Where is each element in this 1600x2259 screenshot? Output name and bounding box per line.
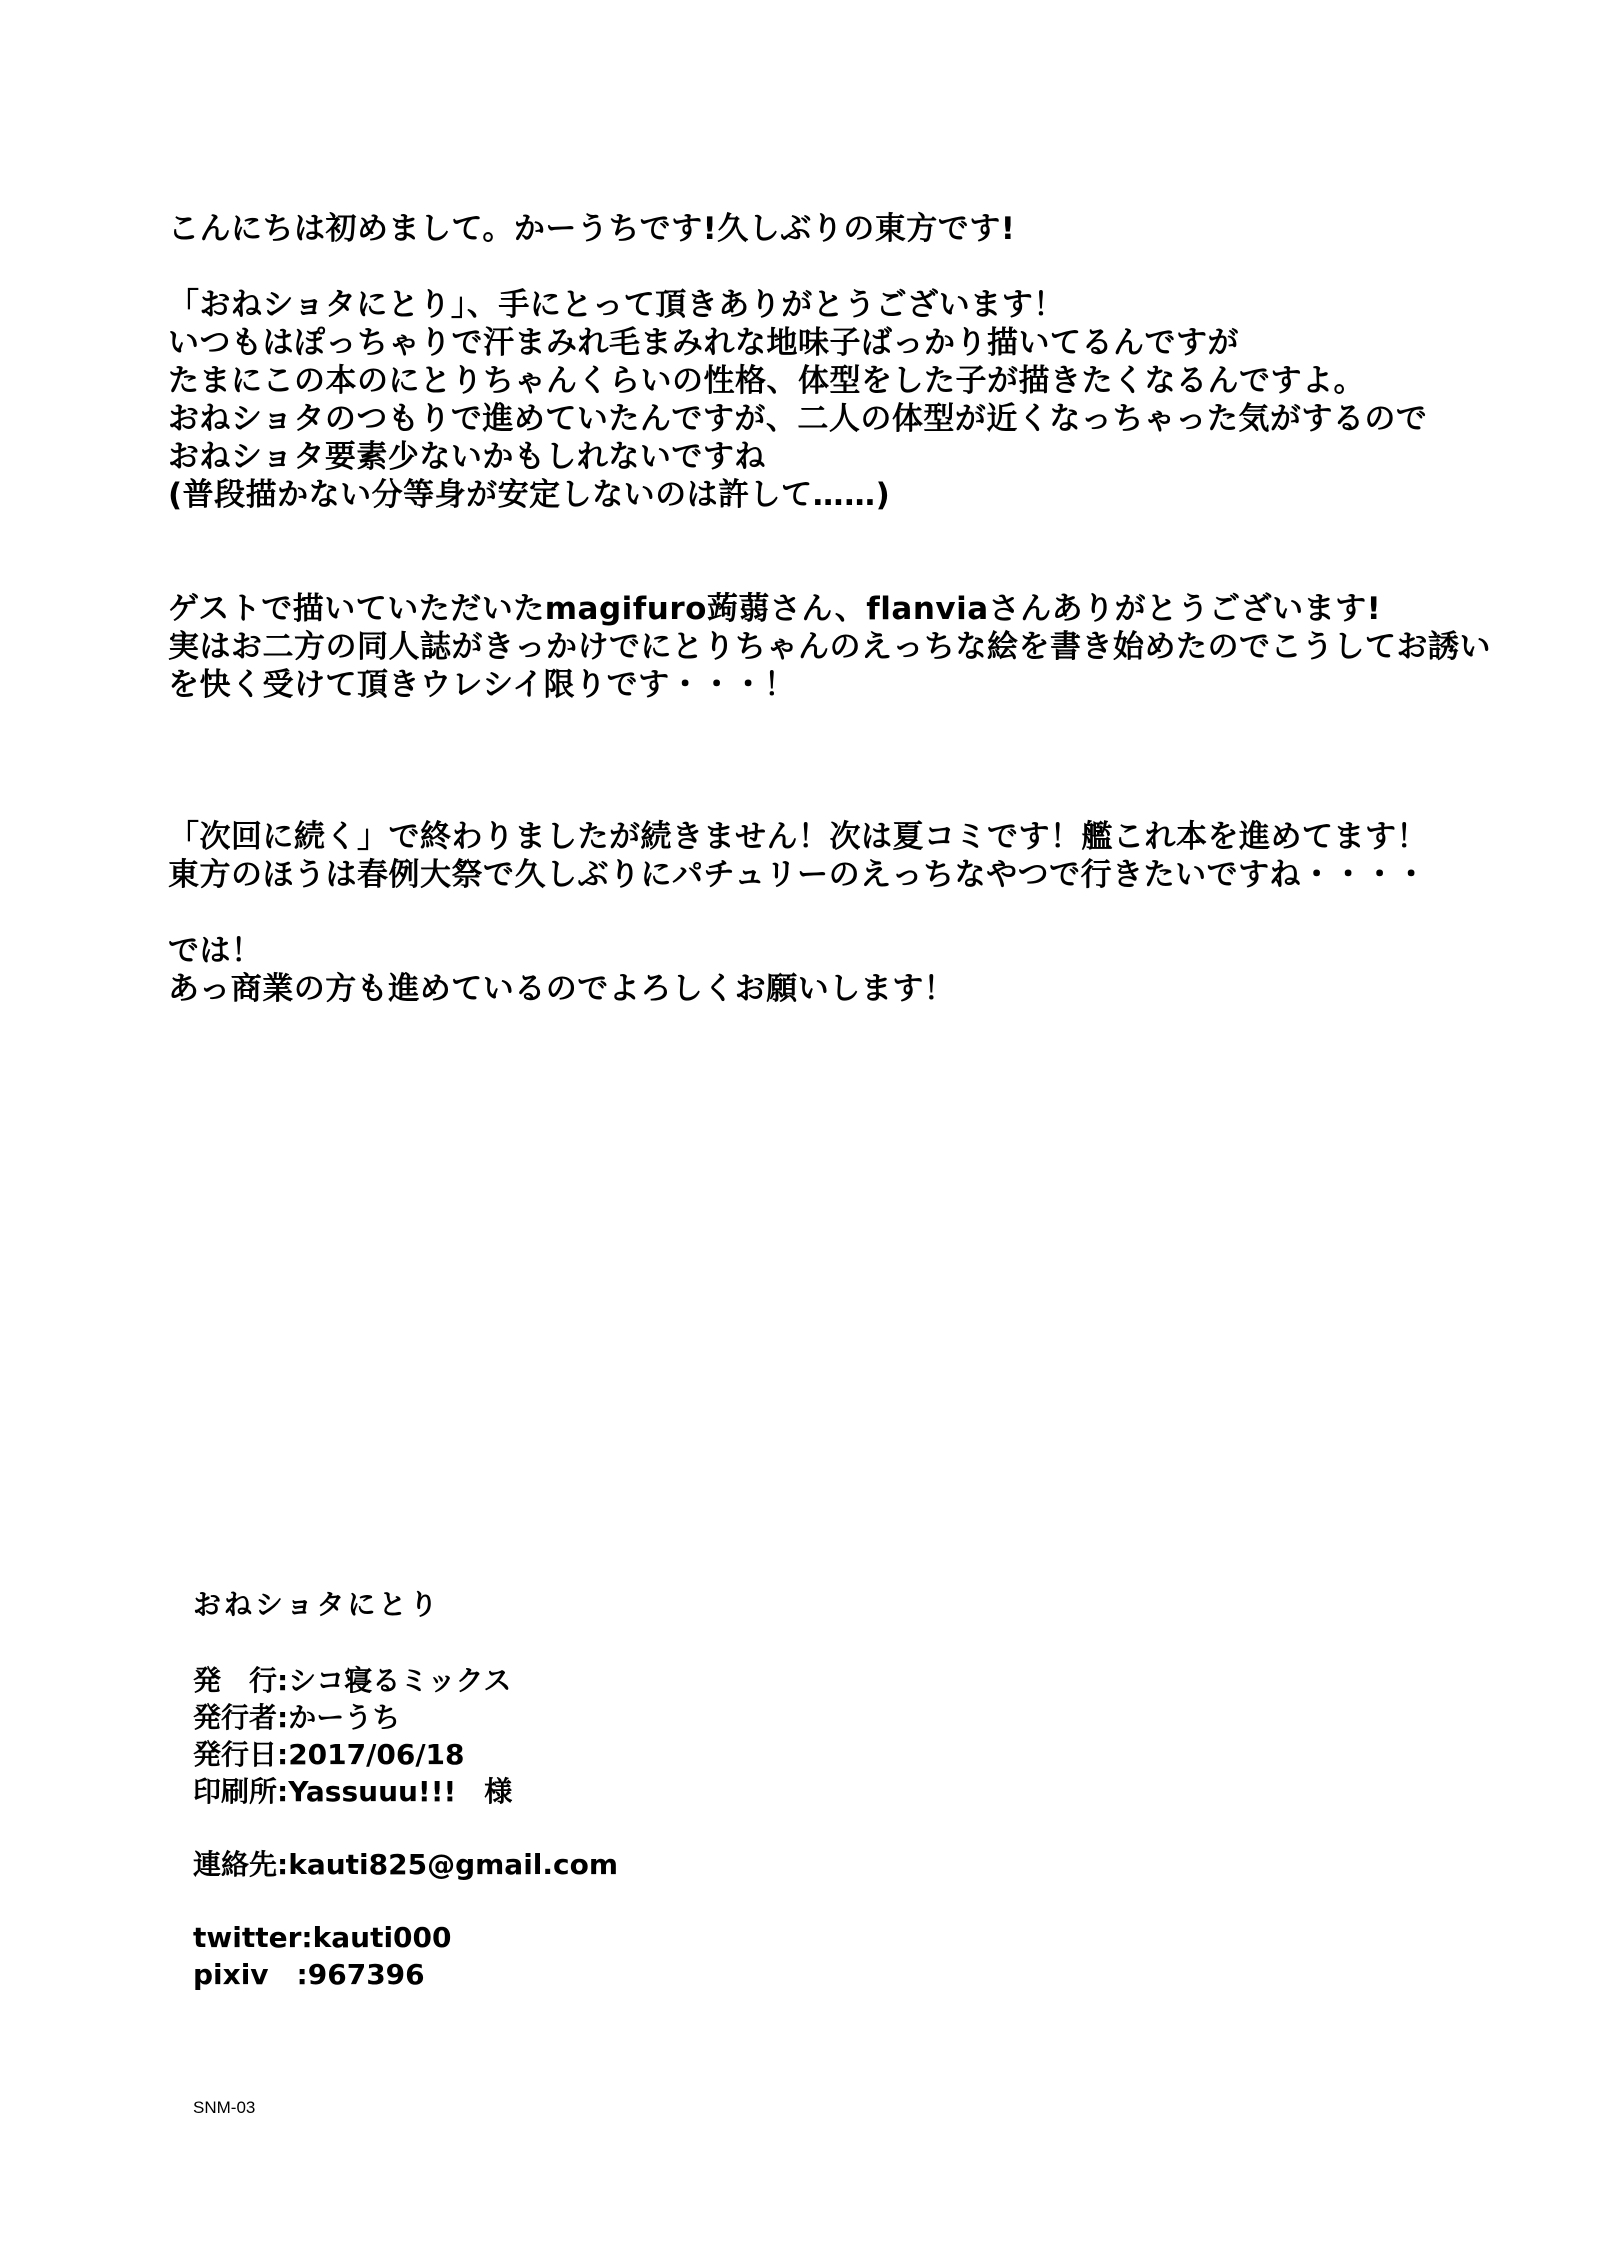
text-line: (普段描かない分等身が安定しないのは許して……) (168, 477, 891, 513)
afterword-paragraph-greeting (168, 210, 1478, 248)
text-line: 東方のほうは春例大祭で久しぶりにパチュリーのえっちなやつで行きたいですね・・・・ (168, 857, 1428, 893)
text-line: たまにこの本のにとりちゃんくらいの性格、体型をした子が描きたくなるんですよ。 (168, 363, 1365, 399)
text-line: 「次回に続く」で終わりましたが続きません！次は夏コミです！艦これ本を進めてます！ (168, 819, 1428, 855)
text-line: おねショタ要素少ないかもしれないですね (168, 439, 766, 475)
colophon-contact: 連絡先:kauti825@gmail.com (193, 1848, 619, 1881)
catalog-code: SNM-03 (193, 2098, 256, 2117)
colophon-printer: 印刷所:Yassuuu!!! 様 (193, 1775, 513, 1808)
text-line: あっ商業の方も進めているのでよろしくお願いします！ (168, 971, 956, 1007)
colophon-twitter: twitter:kauti000 (193, 1921, 452, 1954)
text-line: おねショタのつもりで進めていたんですが、二人の体型が近くなっちゃった気がするので (168, 401, 1428, 437)
afterword-paragraph-thanks (168, 286, 1478, 514)
colophon-pixiv: pixiv :967396 (193, 1958, 425, 1991)
text-line: を快く受けて頂きウレシイ限りです・・・！ (168, 667, 796, 703)
colophon-issuer: 発行者:かーうち (193, 1701, 401, 1734)
text-line: では！ (168, 933, 263, 969)
colophon-publisher: 発 行:シコ寝るミックス (193, 1664, 512, 1697)
afterword-paragraph-next (168, 818, 1478, 894)
text-line: こんにちは初めまして。かーうちです!久しぶりの東方です! (168, 211, 1016, 247)
book-title: おねショタにとり (193, 1588, 441, 1621)
afterword-paragraph-guests (168, 590, 1491, 704)
afterword-text (168, 210, 1491, 1008)
afterword-paragraph-closing (168, 932, 1478, 1008)
colophon (193, 1588, 993, 1993)
text-line: ゲストで描いていただいたmagifuro蒟蒻さん、flanviaさんありがとうございます! (168, 591, 1382, 627)
text-line: 「おねショタにとり」、手にとって頂きありがとうございます！ (168, 287, 1065, 323)
text-line: 実はお二方の同人誌がきっかけでにとりちゃんのえっちな絵を書き始めたのでこうしてお誘い (168, 629, 1491, 665)
colophon-date: 発行日:2017/06/18 (193, 1738, 465, 1771)
text-line: いつもはぽっちゃりで汗まみれ毛まみれな地味子ばっかり描いてるんですが (168, 325, 1239, 361)
